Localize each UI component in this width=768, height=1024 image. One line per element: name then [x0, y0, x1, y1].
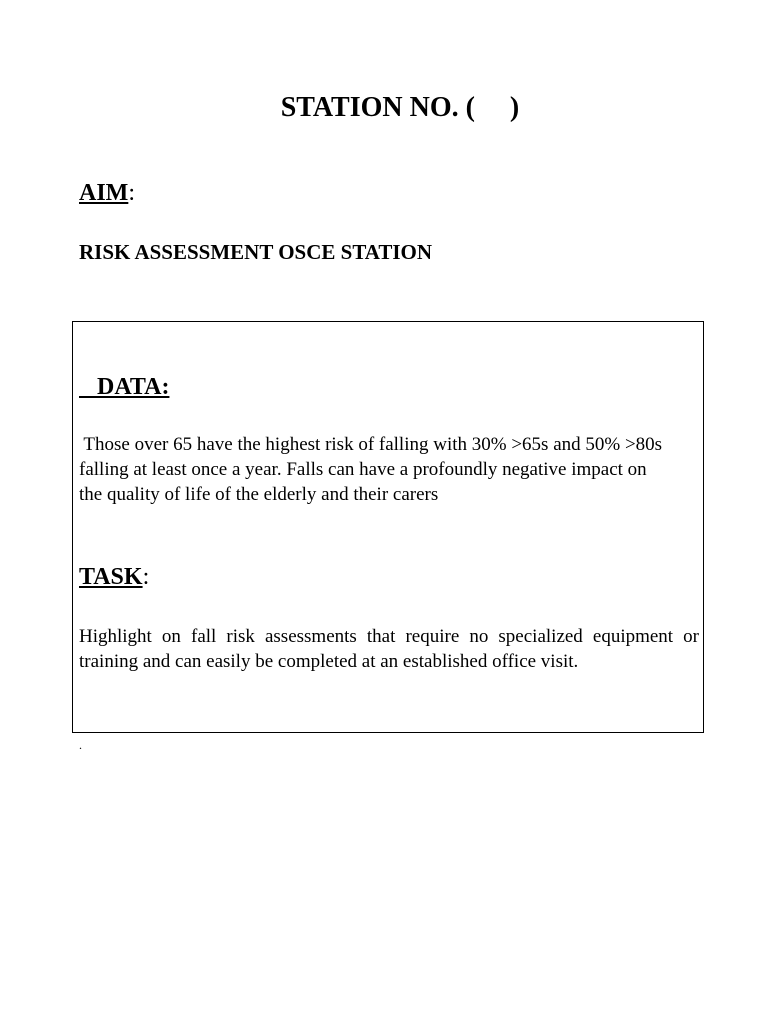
aim-heading — [79, 180, 135, 207]
data-text-line: the quality of life of the elderly and their carers — [79, 484, 439, 505]
task-label: TASK — [79, 564, 143, 590]
data-text-line: Those over 65 have the highest risk of falling with 30% >65s and 50% >80s — [79, 434, 663, 455]
aim-colon: : — [128, 180, 135, 206]
trailing-mark: . — [79, 738, 82, 752]
data-text-line: falling at least once a year. Falls can have a profoundly negative impact on — [79, 459, 647, 480]
data-heading: DATA: — [79, 374, 170, 400]
task-heading — [79, 564, 149, 591]
aim-text: RISK ASSESSMENT OSCE STATION — [79, 240, 433, 264]
task-text-line: training and can easily be completed at an established office visit. — [79, 651, 579, 672]
task-colon: : — [142, 564, 150, 590]
task-text — [79, 624, 699, 674]
page-title: STATION NO. ( ) — [280, 92, 520, 123]
aim-label: AIM — [79, 180, 129, 206]
data-text — [79, 432, 699, 507]
task-text-line: Highlight on fall risk assessments that require no specialized equipment or — [79, 626, 699, 647]
